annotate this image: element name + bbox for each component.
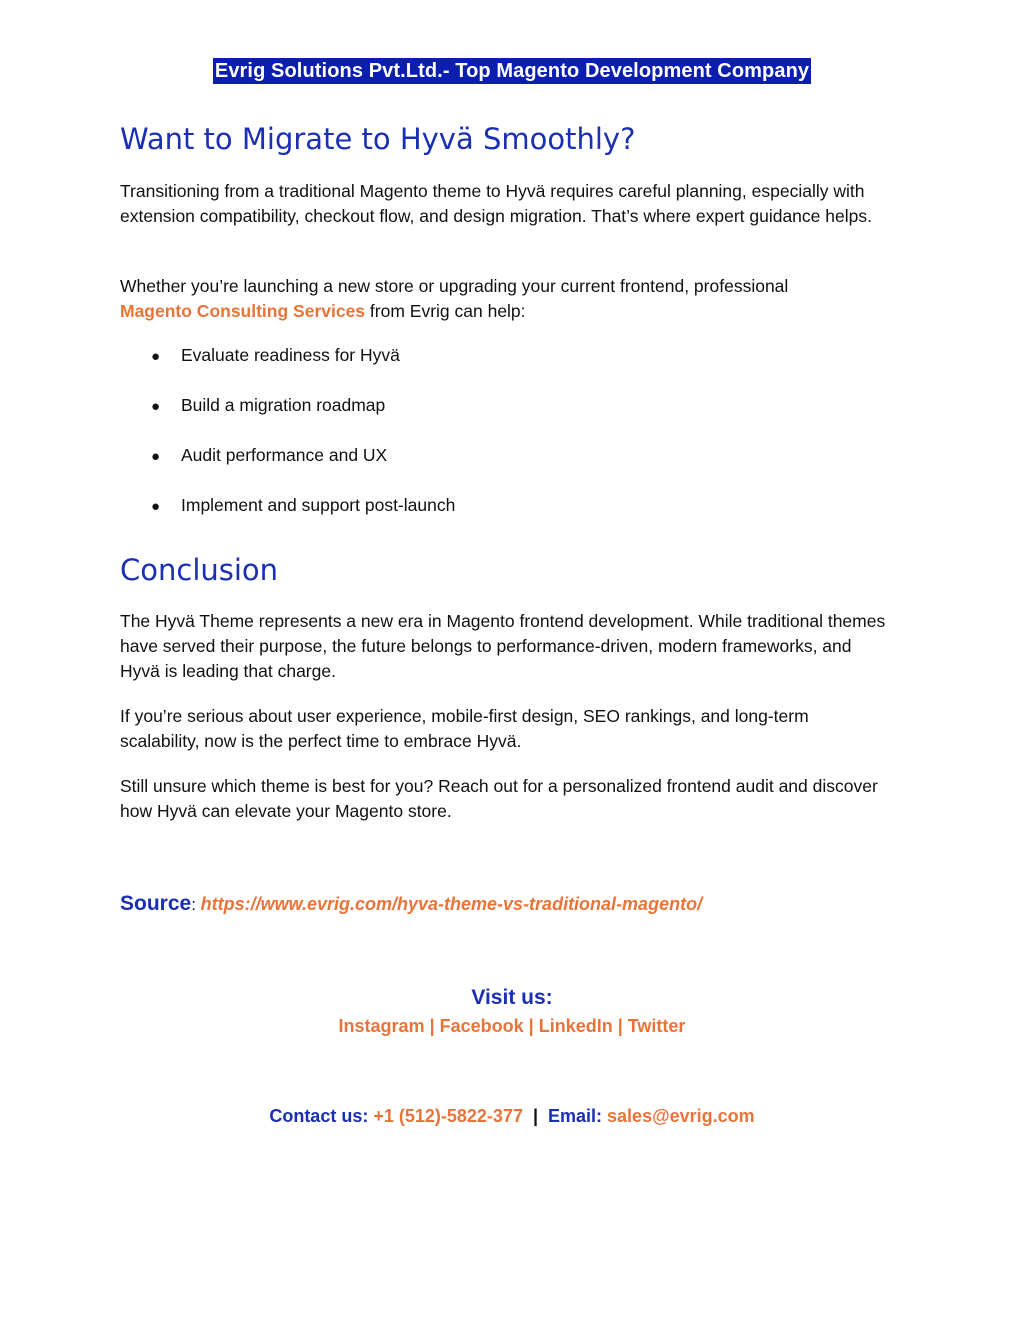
list-item: Evaluate readiness for Hyvä	[181, 345, 400, 365]
header-banner	[0, 60, 1024, 83]
migrate-paragraph-2	[120, 274, 890, 324]
bullet-icon: ●	[151, 448, 161, 465]
visit-title-wrap	[0, 986, 1024, 1010]
contact-label: Contact us:	[269, 1106, 374, 1126]
list-item: Implement and support post-launch	[181, 495, 456, 515]
linkedin-link[interactable]: LinkedIn	[538, 1016, 613, 1036]
social-separator: |	[612, 1016, 628, 1036]
migrate-paragraph-2-text: Whether you’re launching a new store or upgrading your current frontend, professional	[120, 276, 789, 296]
twitter-link[interactable]: Twitter	[627, 1016, 686, 1036]
contact-separator: |	[532, 1106, 538, 1126]
conclusion-paragraph-1: The Hyvä Theme represents a new era in Magento frontend development. While traditional themes have served their purpose, the future belongs to performance-driven, modern frameworks, and Hyvä is leading that charge.	[120, 611, 886, 681]
social-links	[0, 1016, 1024, 1037]
list-item: Audit performance and UX	[181, 445, 388, 465]
phone-link[interactable]: +1 (512)-5822-377	[373, 1106, 523, 1126]
source-line	[120, 892, 702, 916]
section-heading-conclusion: Conclusion	[120, 553, 279, 587]
source-url-link[interactable]: https://www.evrig.com/hyva-theme-vs-traditional-magento/	[200, 894, 703, 914]
visit-title: Visit us:	[471, 986, 553, 1009]
bullet-icon: ●	[151, 348, 161, 365]
instagram-link[interactable]: Instagram	[338, 1016, 425, 1036]
social-separator: |	[523, 1016, 539, 1036]
email-label: Email:	[548, 1106, 608, 1126]
social-separator: |	[424, 1016, 440, 1036]
header-banner-text: Evrig Solutions Pvt.Ltd.- Top Magento Development Company	[214, 60, 810, 82]
bullet-icon: ●	[151, 498, 161, 515]
bullet-icon: ●	[151, 398, 161, 415]
migrate-paragraph-2-tail: from Evrig can help:	[365, 301, 526, 321]
migrate-paragraph-1: Transitioning from a traditional Magento theme to Hyvä requires careful planning, especially with extension compatibility, checkout flow, and design migration. That’s where expert guidance helps.	[120, 181, 872, 226]
magento-consulting-link[interactable]: Magento Consulting Services	[120, 301, 366, 321]
contact-line	[0, 1106, 1024, 1127]
email-link[interactable]: sales@evrig.com	[607, 1106, 755, 1126]
conclusion-paragraph-2: If you’re serious about user experience, mobile-first design, SEO rankings, and long-term scalability, now is the perfect time to embrace Hyvä.	[120, 706, 809, 751]
source-label: Source	[120, 892, 192, 915]
conclusion-paragraph-3: Still unsure which theme is best for you? Reach out for a personalized frontend audit and discover how Hyvä can elevate your Magento store.	[120, 776, 878, 821]
section-heading-migrate: Want to Migrate to Hyvä Smoothly?	[120, 122, 636, 156]
facebook-link[interactable]: Facebook	[439, 1016, 524, 1036]
source-colon: :	[191, 895, 201, 914]
list-item: Build a migration roadmap	[181, 395, 386, 415]
